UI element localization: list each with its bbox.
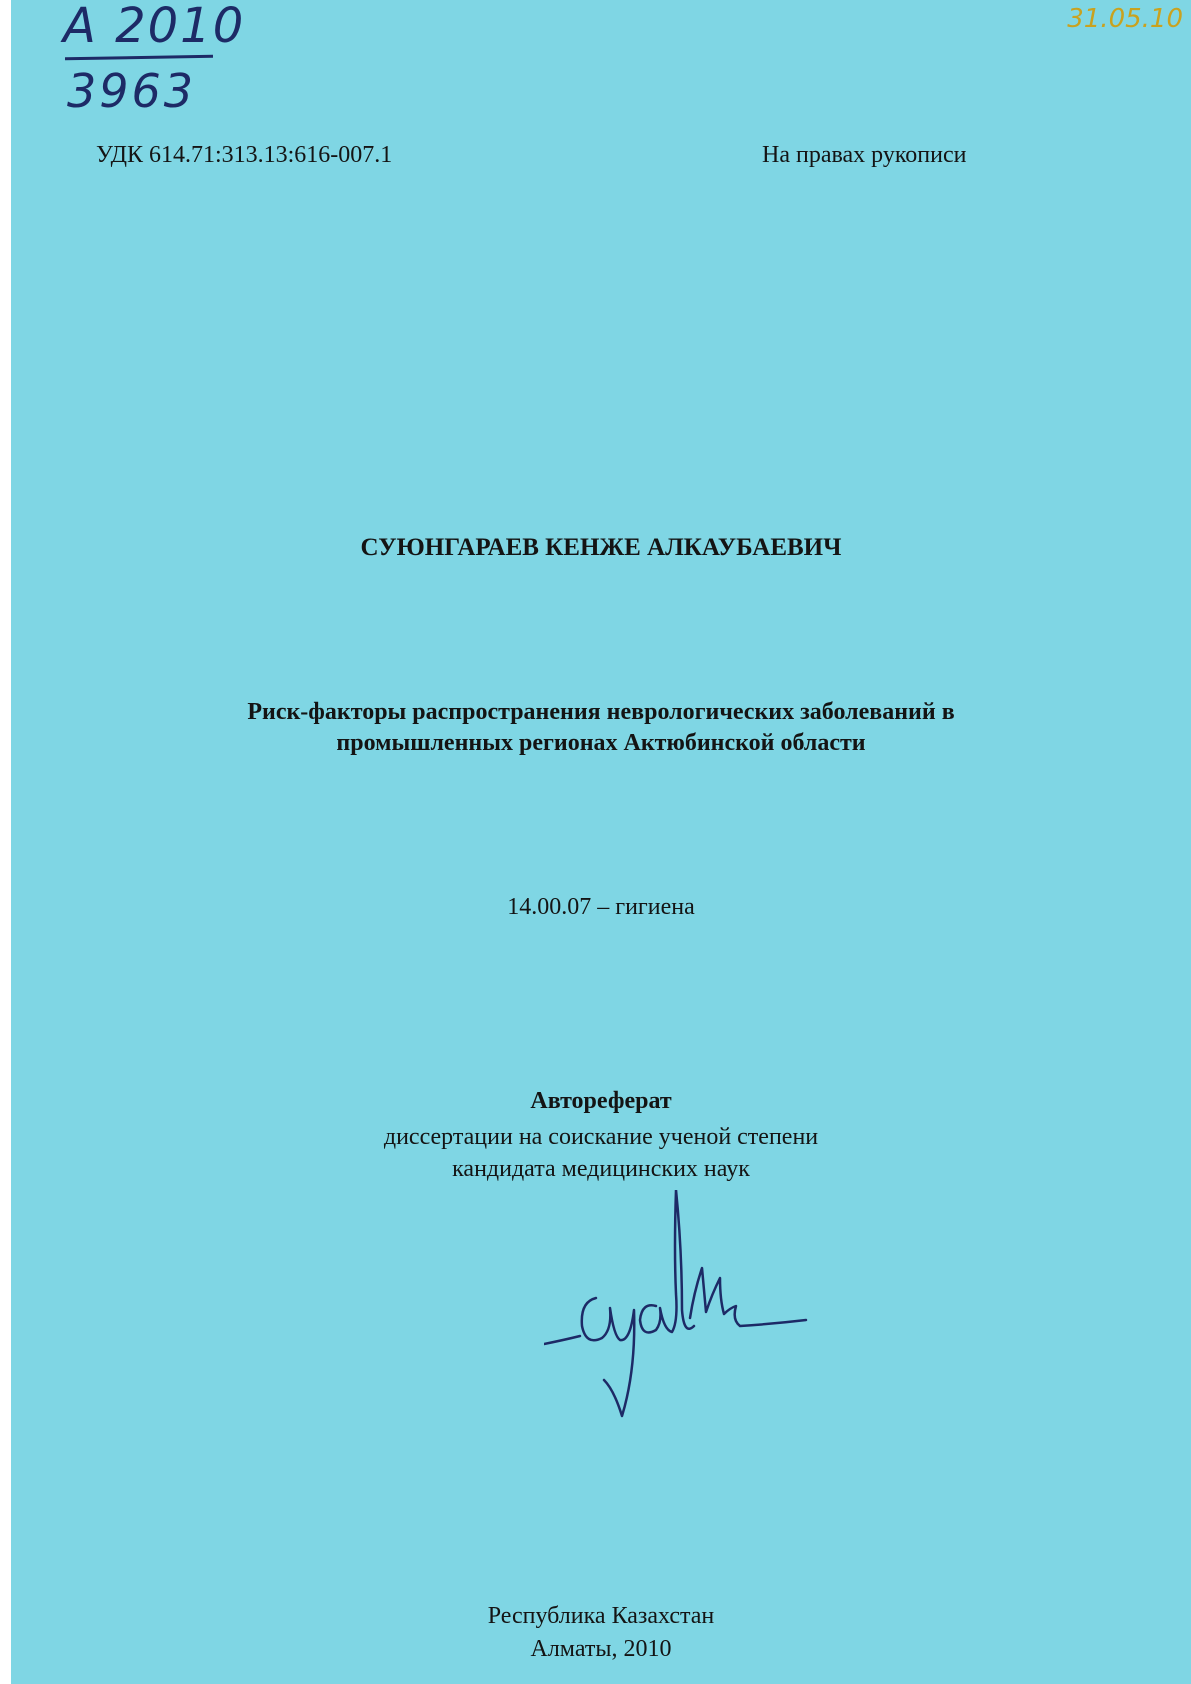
dissertation-title: [11, 697, 1191, 759]
title-line-2: промышленных регионах Актюбинской области: [336, 730, 866, 756]
specialty-code: 14.00.07 – гигиена: [507, 894, 695, 920]
publication-country: Республика Казахстан: [487, 1603, 715, 1629]
author-name: СУЮНГАРАЕВ КЕНЖЕ АЛКАУБАЕВИЧ: [360, 534, 842, 561]
handwritten-date: 31.05.10: [1067, 4, 1183, 34]
publication-city-year: Алматы, 2010: [530, 1636, 672, 1662]
document-type-description: [11, 1121, 1191, 1185]
document-type-line-2: кандидата медицинских наук: [452, 1156, 750, 1182]
title-line-1: Риск-факторы распространения неврологических заболеваний в: [247, 699, 955, 725]
handwritten-archive-code: А 2010: [63, 0, 246, 54]
document-type-heading: Автореферат: [530, 1088, 672, 1114]
document-page: [11, 0, 1191, 1684]
publication-place: [11, 1600, 1191, 1666]
handwritten-archive-number: 3963: [67, 64, 197, 118]
document-type-line-1: диссертации на соискание ученой степени: [383, 1124, 819, 1150]
udk-code: УДК 614.71:313.13:616-007.1: [96, 142, 393, 168]
signature-icon: [544, 1190, 814, 1420]
rights-notice: На правах рукописи: [762, 142, 967, 168]
handwritten-underline: [65, 55, 213, 61]
